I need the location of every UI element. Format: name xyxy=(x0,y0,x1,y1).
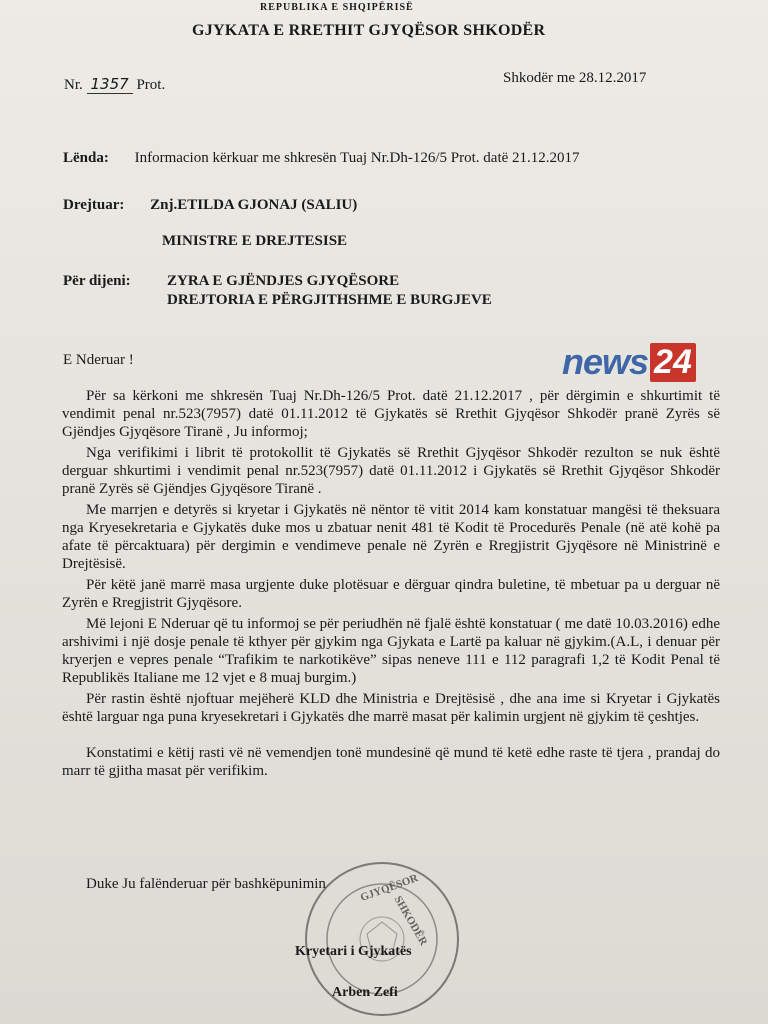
greeting: E Nderuar ! xyxy=(63,352,134,368)
news-logo-number: 24 xyxy=(650,343,696,382)
republic-header: REPUBLIKA E SHQIPËRISË xyxy=(260,2,414,13)
stamp-text-top: GJYQËSOR xyxy=(358,872,420,904)
protocol-number xyxy=(64,75,165,94)
stamp-text-right: SHKODËR xyxy=(391,894,430,948)
subject-line xyxy=(63,150,580,167)
place-date: Shkodër me 28.12.2017 xyxy=(503,70,647,86)
signature-name: Arben Zefi xyxy=(332,985,398,1000)
paragraph-7: Konstatimi e këtij rasti vë në vemendjen tonë mundesinë që mund të ketë edhe raste të tjera , prandaj do marr të gjitha masat për verifikim. xyxy=(62,745,720,779)
addressee-label: Drejtuar: xyxy=(63,197,125,213)
cc-line xyxy=(63,273,131,290)
paragraph-5: Më lejoni E Nderuar që tu informoj se për periudhën në fjalë është konstatuar ( me datë 10.03.2016) edhe arshivimi i një dosje penale të kthyer për gjykim nga Gjykata e Lartë pa kaluar në gjykim.(A.L, i denuar për kryerjen e vepres penale “Trafikim te narkotikëve” sipas neneve 111 e 112 paragrafi 1,2 të Kodit Penal të Republikës Italiane me 12 vjet e 8 muaj burgim.) xyxy=(62,616,720,686)
paragraph-1: Për sa kërkoni me shkresën Tuaj Nr.Dh-126/5 Prot. datë 21.12.2017 , për dërgimin e shkurtimit të vendimit penal nr.523(7957) datë 01.11.2012 të Gjykatës së Rrethit Gjyqësor Shkodër pranë Zyrës së Gjëndjes Gjyqësore Tiranë , Ju informoj; xyxy=(62,388,720,440)
paragraph-2: Nga verifikimi i librit të protokollit të Gjykatës së Rrethit Gjyqësor Shkodër rezulton se nuk është derguar shkurtimi i vendimit penal nr.523(7957) datë 01.11.2012 i Gjykatës së Rrethit Gjyqësor Shkodër pranë Zyrës së Gjëndjes Gjyqësore Tiranë . xyxy=(62,445,720,497)
paragraph-3: Me marrjen e detyrës si kryetar i Gjykatës në nëntor të vitit 2014 kam konstatuar mangësi të theksuara nga Kryesekretaria e Gjykatës duke mos u zbatuar nenit 481 të Kodit të Procedurës Penale (në atë kohë pa afate të përcaktuara) për dergimin e vendimeve penale në Zyrën e Rregjistrit Gjyqësore në Ministrinë e Drejtësisë. xyxy=(62,502,720,572)
paragraph-4: Për këtë janë marrë masa urgjente duke plotësuar e dërguar qindra buletine, të mbetuar pa u derguar në Zyrën e Rregjistrit Gjyqësore. xyxy=(62,577,720,611)
signature-role: Kryetari i Gjykatës xyxy=(295,944,412,959)
addressee-title: MINISTRE E DREJTESISE xyxy=(162,233,348,249)
subject-label: Lënda: xyxy=(63,150,109,166)
cc-recipient-1: ZYRA E GJËNDJES GJYQËSORE xyxy=(167,273,400,289)
addressee-name: Znj.ETILDA GJONAJ (SALIU) xyxy=(150,197,358,213)
news-logo-word: news xyxy=(562,341,649,382)
closing-line: Duke Ju falënderuar për bashkëpunimin xyxy=(86,876,326,892)
subject-value: Informacion kërkuar me shkresën Tuaj Nr.Dh-126/5 Prot. datë 21.12.2017 xyxy=(134,150,580,166)
cc-recipient-2: DREJTORIA E PËRGJITHSHME E BURGJEVE xyxy=(167,292,492,308)
prot-label: Prot. xyxy=(136,77,166,93)
nr-label: Nr. xyxy=(64,77,83,93)
court-header: GJYKATA E RRETHIT GJYQËSOR SHKODËR xyxy=(192,22,546,39)
paragraph-6: Për rastin është njoftuar mejëherë KLD dhe Ministria e Drejtësisë , dhe ana ime si Kryetar i Gjykatës është larguar nga puna kryesekretari i Gjykatës dhe marrë masat për kalimin urgjent në gjykim të çeshtjes. xyxy=(62,691,720,725)
addressee-line xyxy=(63,197,357,214)
cc-label: Për dijeni: xyxy=(63,273,131,289)
letter-body xyxy=(62,387,720,783)
news24-watermark-logo xyxy=(562,340,738,384)
nr-handwritten-value: 1357 xyxy=(87,75,133,94)
